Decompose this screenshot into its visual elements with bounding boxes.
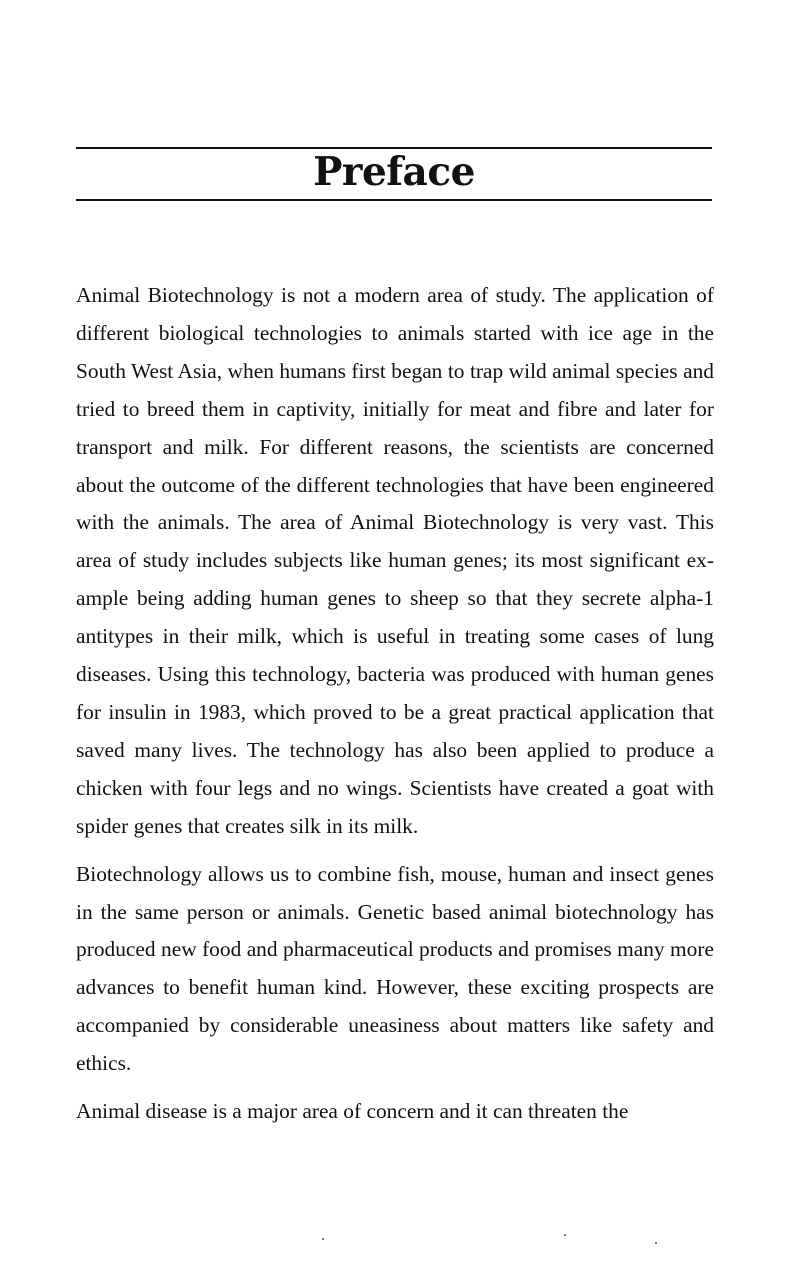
scan-specks <box>0 1230 802 1250</box>
heading-bottom-rule <box>76 199 712 201</box>
body-text <box>76 277 714 1141</box>
paragraph-2: Biotechnology allows us to combine fish, mouse, human and insect genes in the same person or animals. Genetic based animal biotechnology has produced new food and pharmaceutical products and promises many more advances to benefit human kind. However, these exciting prospects are accompanied by considerable uneasiness about matters like safety and ethics. <box>76 861 714 1076</box>
scan-speck <box>322 1238 324 1240</box>
preface-heading <box>76 147 712 201</box>
scan-speck <box>564 1234 566 1236</box>
paragraph-1: Animal Biotechnology is not a modern area of study. The application of different biological technologies to animals started with ice age in the South West Asia, when humans first began to trap wild animal species and tried to breed them in captivity, initially for meat and fibre and later for transport and milk. For different reasons, the scientists are concerned about the outcome of the different technologies that have been engineered with the animals. The area of Animal Biotechnology is very vast. This area of study includes subjects like human genes; its most significant example being adding human genes to sheep so that they secrete alpha-1 antitypes in their milk, which is useful in treating some cases of lung diseases. Using this technology, bacteria was produced with human genes for insulin in 1983, which proved to be a great practical application that saved many lives. The technology has also been applied to produce a chicken with four legs and no wings. Scientists have created a goat with spider genes that creates silk in its milk. <box>76 283 714 838</box>
paragraph-3: Animal disease is a major area of concern and it can threaten the <box>76 1099 629 1124</box>
page-title: Preface <box>313 149 475 195</box>
scan-speck <box>655 1242 657 1244</box>
